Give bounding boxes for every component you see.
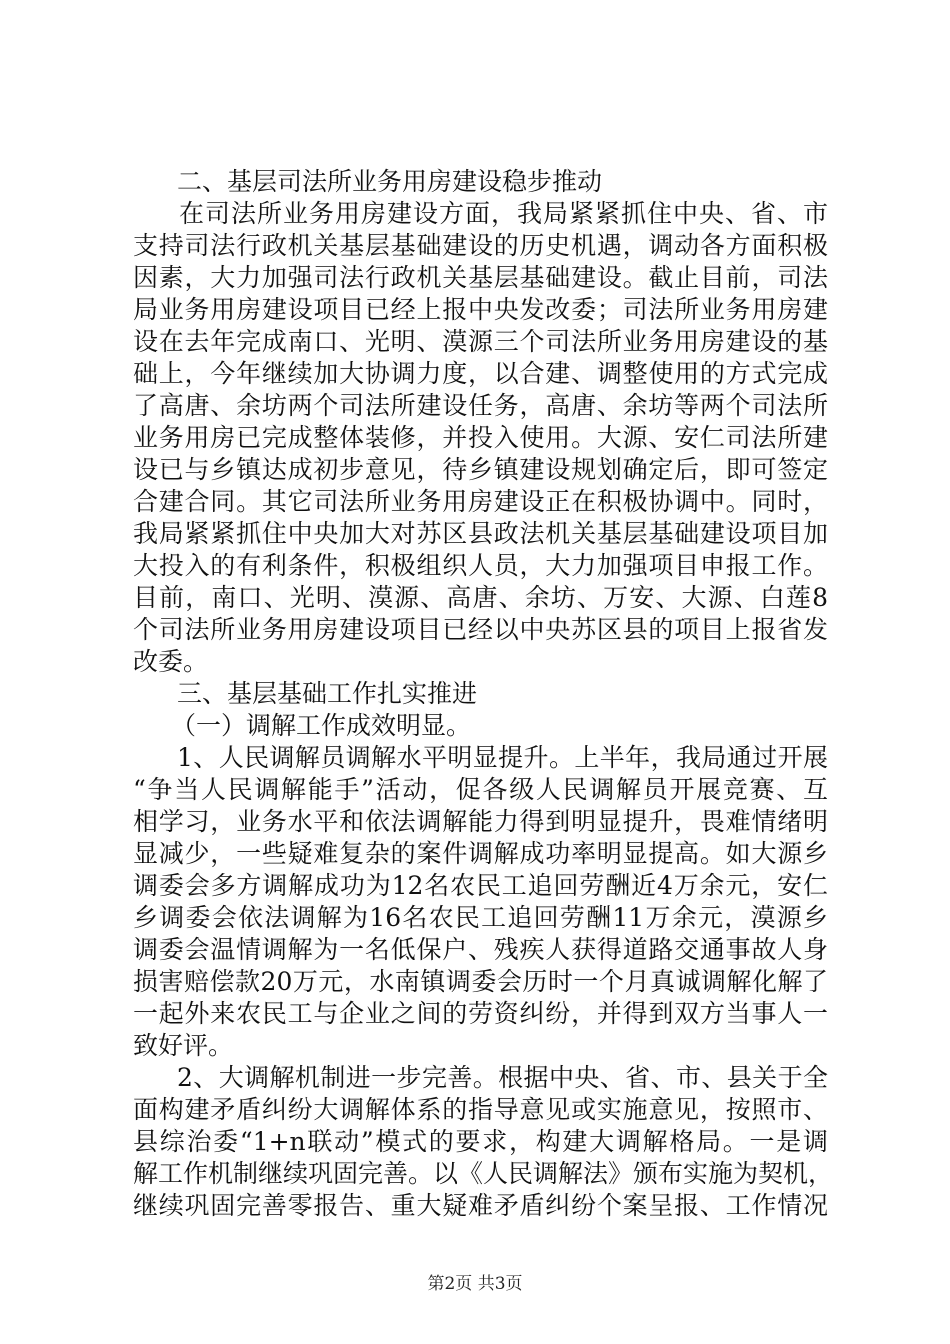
- paragraph-line: 础上，今年继续加大协调力度，以合建、调整使用的方式完成: [133, 359, 828, 388]
- section-heading-2: 二、基层司法所业务用房建设稳步推动: [177, 167, 603, 196]
- page-number-footer: 第2页 共3页: [427, 1274, 523, 1294]
- paragraph-line: 了高唐、余坊两个司法所建设任务，高唐、余坊等两个司法所: [133, 391, 828, 420]
- paragraph-line: 调委会温情调解为一名低保户、残疾人获得道路交通事故人身: [133, 935, 828, 964]
- paragraph-line: 个司法所业务用房建设项目已经以中央苏区县的项目上报省发: [133, 615, 828, 644]
- paragraph-line: 设在去年完成南口、光明、漠源三个司法所业务用房建设的基: [133, 327, 828, 356]
- paragraph-line: 解工作机制继续巩固完善。以《人民调解法》颁布实施为契机，: [133, 1159, 834, 1188]
- paragraph-line: 一起外来农民工与企业之间的劳资纠纷，并得到双方当事人一: [133, 999, 828, 1028]
- paragraph-line: 目前，南口、光明、漠源、高唐、余坊、万安、大源、白莲8: [133, 583, 828, 612]
- paragraph-line: 我局紧紧抓住中央加大对苏区县政法机关基层基础建设项目加: [133, 519, 828, 548]
- paragraph-line: 损害赔偿款20万元，水南镇调委会历时一个月真诚调解化解了: [133, 967, 828, 996]
- paragraph-line: 合建合同。其它司法所业务用房建设正在积极协调中。同时，: [133, 487, 828, 516]
- section-heading-3: 三、基层基础工作扎实推进: [177, 679, 478, 708]
- paragraph-line: 设已与乡镇达成初步意见，待乡镇建设规划确定后，即可签定: [133, 455, 828, 484]
- paragraph-line: 2、大调解机制进一步完善。根据中央、省、市、县关于全: [177, 1063, 828, 1092]
- paragraph-line: 在司法所业务用房建设方面，我局紧紧抓住中央、省、市: [179, 199, 828, 228]
- paragraph-line: 面构建矛盾纠纷大调解体系的指导意见或实施意见，按照市、: [133, 1095, 828, 1124]
- paragraph-line: 大投入的有利条件，积极组织人员，大力加强项目申报工作。: [133, 551, 828, 580]
- paragraph-line: 业务用房已完成整体装修，并投入使用。大源、安仁司法所建: [133, 423, 828, 452]
- document-body: [133, 166, 834, 1222]
- paragraph-line: 继续巩固完善零报告、重大疑难矛盾纠纷个案呈报、工作情况: [133, 1191, 828, 1220]
- paragraph-line: 相学习，业务水平和依法调解能力得到明显提升，畏难情绪明: [133, 807, 828, 836]
- paragraph-line: 调委会多方调解成功为12名农民工追回劳酬近4万余元，安仁: [133, 871, 828, 900]
- paragraph-line: 致好评。: [133, 1031, 234, 1060]
- paragraph-line: 县综治委“1+n联动”模式的要求，构建大调解格局。一是调: [133, 1127, 828, 1156]
- paragraph-line: 乡调委会依法调解为16名农民工追回劳酬11万余元，漠源乡: [133, 903, 828, 932]
- paragraph-line: 支持司法行政机关基层基础建设的历史机遇，调动各方面积极: [133, 231, 828, 260]
- paragraph-line: 因素，大力加强司法行政机关基层基础建设。截止目前，司法: [133, 263, 828, 292]
- paragraph-line: 改委。: [133, 647, 209, 676]
- subsection-heading: （一）调解工作成效明显。: [171, 711, 472, 740]
- paragraph-line: 显减少，一些疑难复杂的案件调解成功率明显提高。如大源乡: [133, 839, 828, 868]
- paragraph-line: 1、人民调解员调解水平明显提升。上半年，我局通过开展: [177, 743, 828, 772]
- paragraph-line: 局业务用房建设项目已经上报中央发改委；司法所业务用房建: [133, 295, 828, 324]
- paragraph-line: “争当人民调解能手”活动，促各级人民调解员开展竞赛、互: [133, 775, 828, 804]
